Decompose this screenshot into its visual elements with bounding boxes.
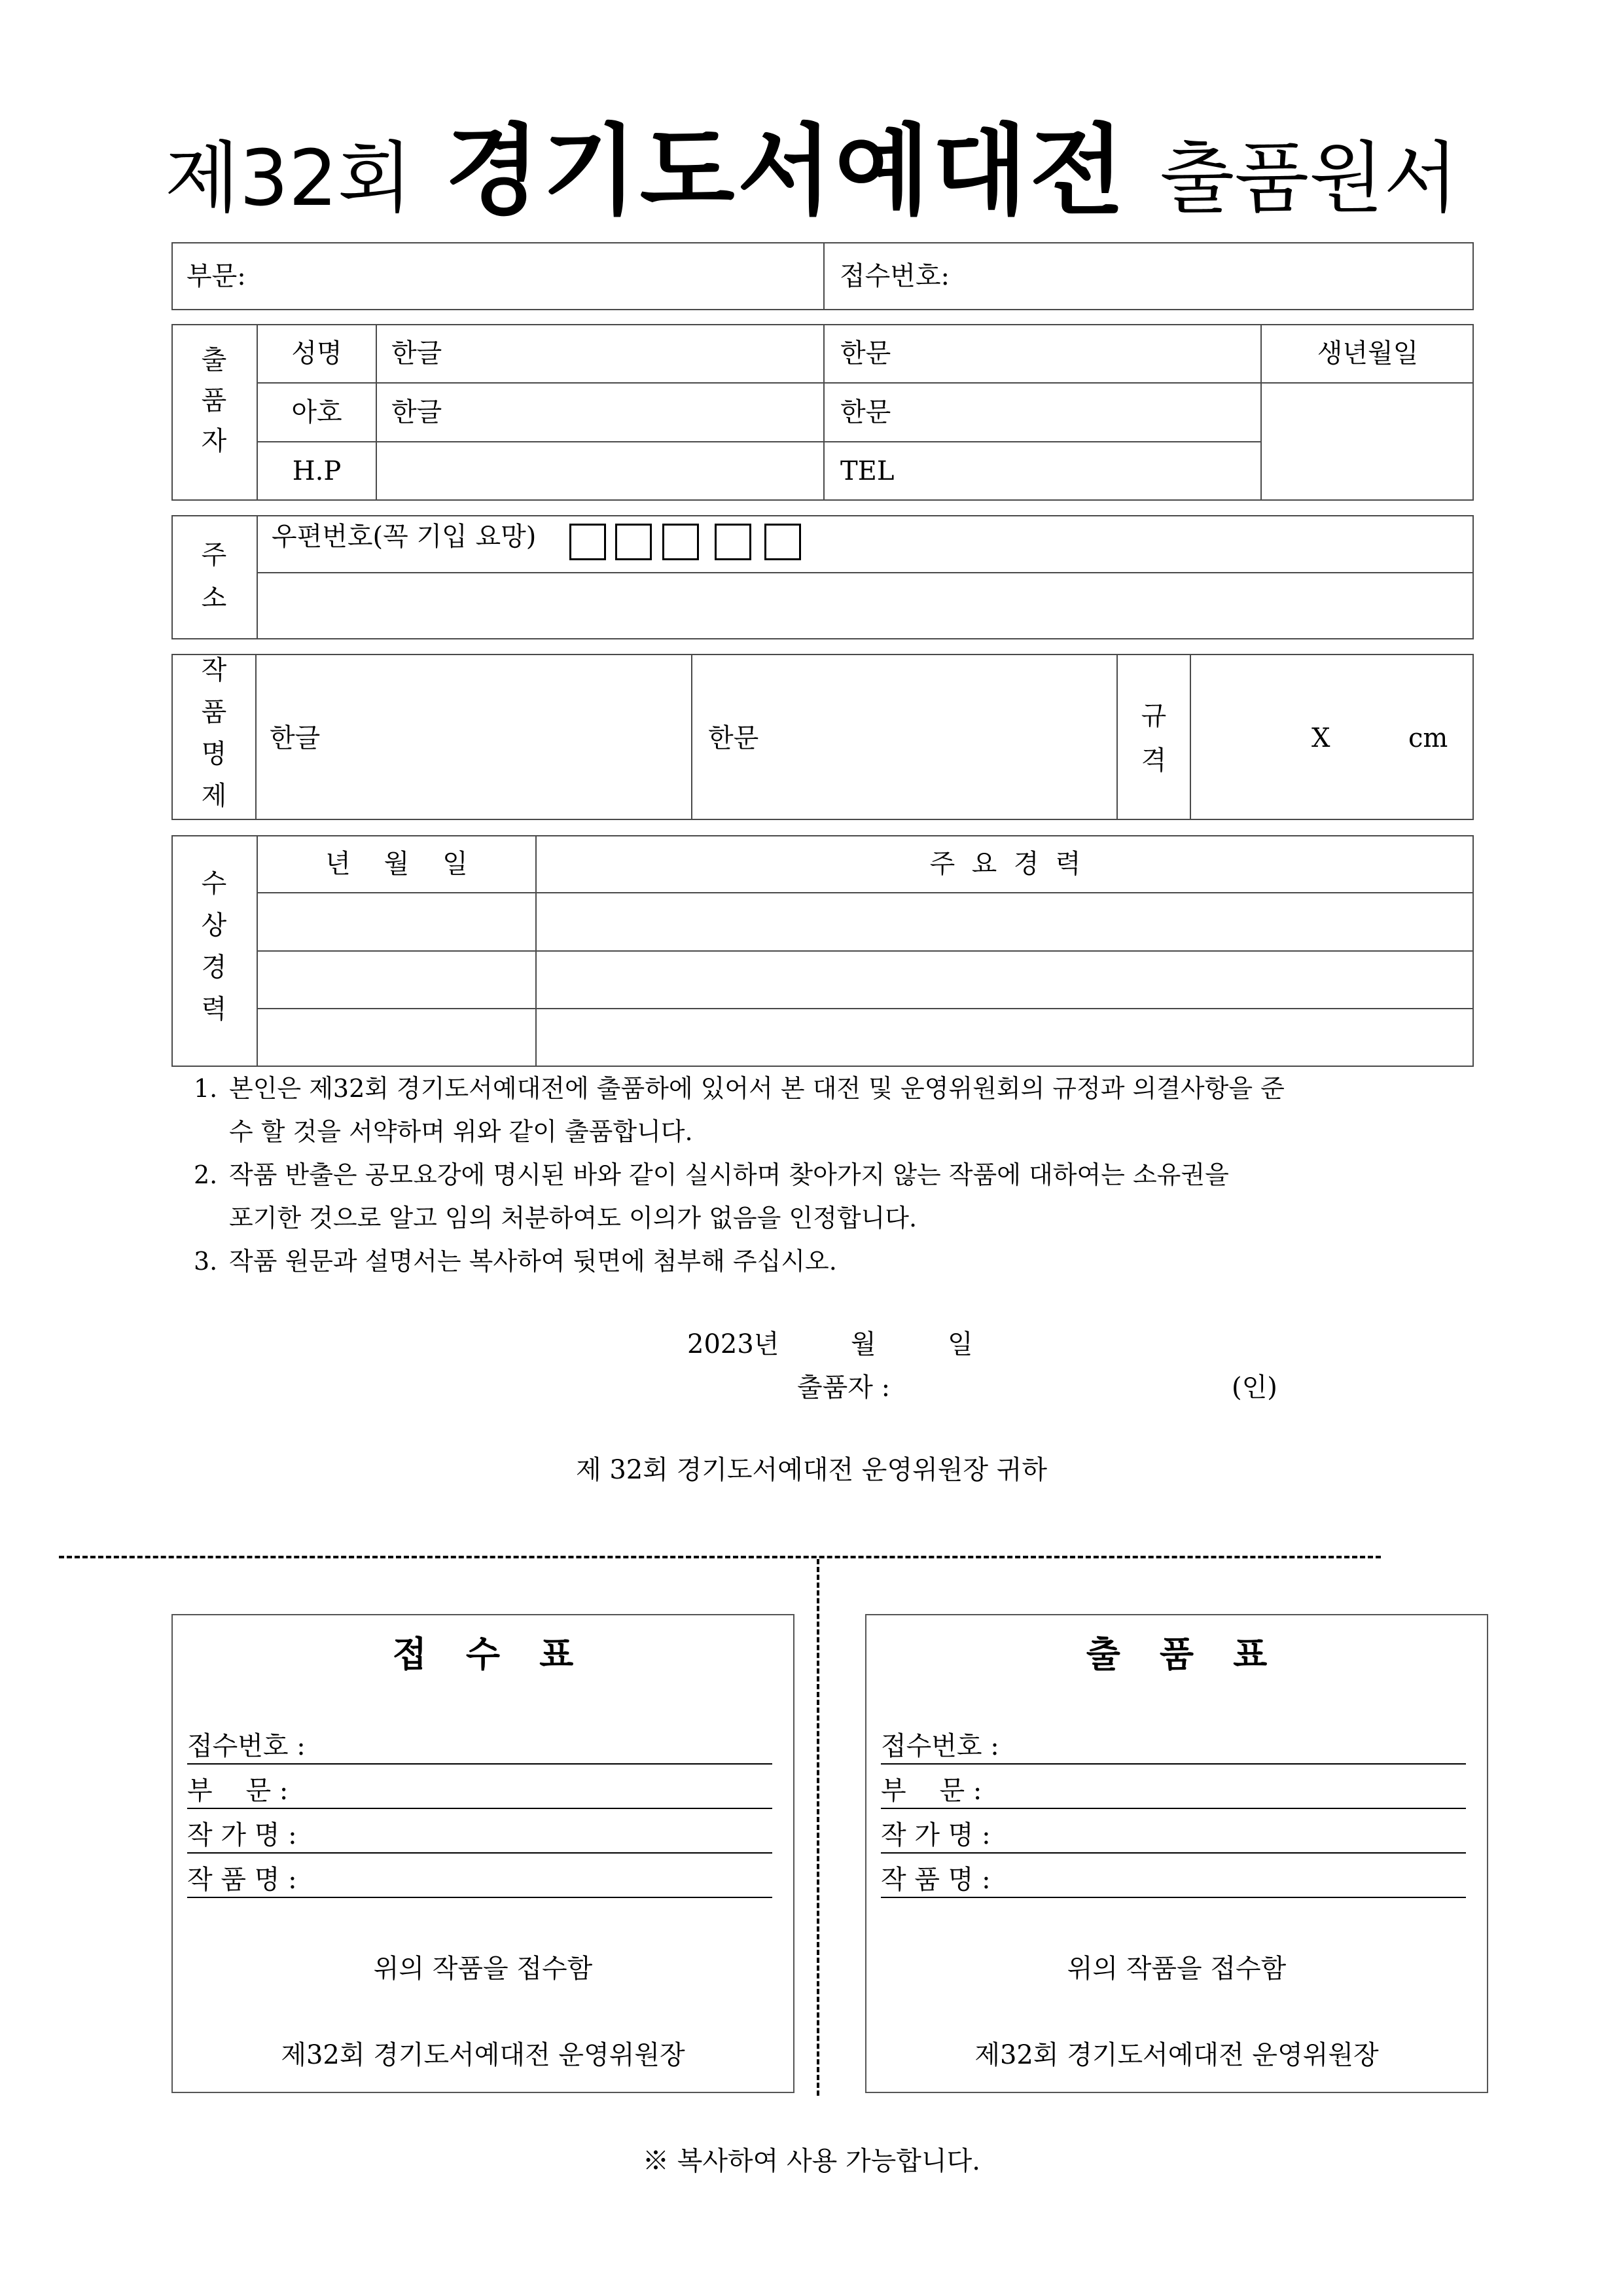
entry-field-artist-line[interactable] [881, 1852, 1466, 1854]
award-date-cell[interactable] [258, 952, 535, 1008]
title-main: 경기도서예대전 [444, 115, 1128, 228]
receipt-confirm: 위의 작품을 접수함 [373, 1954, 593, 1984]
receipt-field-division-line[interactable] [187, 1808, 772, 1809]
postal-digit-box[interactable] [715, 524, 751, 560]
entry-field-work-line[interactable] [881, 1897, 1466, 1898]
entry-field-number: 접수번호 : [881, 1731, 999, 1761]
work-title-hangul-field[interactable]: 한글 [270, 723, 321, 753]
receipt-ticket [171, 1614, 794, 2093]
entry-field-artist: 작 가 명 : [881, 1820, 991, 1850]
size-unit: cm [1408, 723, 1448, 753]
penname-hangul-field[interactable]: 한글 [391, 397, 442, 427]
note-3-line: 작품 원문과 설명서는 복사하여 뒷면에 첨부해 주십시오. [229, 1247, 837, 1276]
entry-field-division-line[interactable] [881, 1808, 1466, 1809]
award-date-header: 년 월 일 [325, 849, 468, 879]
signature-year: 2023년 [687, 1329, 779, 1359]
award-career-cell[interactable] [537, 893, 1472, 950]
receipt-issuer: 제32회 경기도서예대전 운영위원장 [281, 2040, 685, 2070]
signature-day: 일 [948, 1329, 973, 1359]
address-input[interactable] [258, 573, 1472, 638]
work-title-hanja-field[interactable]: 한문 [708, 723, 759, 753]
receipt-number-field[interactable]: 접수번호: [840, 261, 950, 291]
entry-field-work: 작 품 명 : [881, 1865, 991, 1895]
receipt-field-work: 작 품 명 : [187, 1865, 297, 1895]
address-section-label: 주 소 [201, 540, 227, 613]
phone-label: H.P [292, 456, 342, 486]
receipt-field-work-line[interactable] [187, 1897, 772, 1898]
title-prefix: 제32회 [164, 133, 412, 223]
note-1-line: 본인은 제32회 경기도서예대전에 출품하에 있어서 본 대전 및 운영위원회의 규정과 의결사항을 준 [229, 1074, 1285, 1103]
receipt-ticket-title: 접수표 [392, 1633, 613, 1675]
postal-digit-box[interactable] [615, 524, 652, 560]
entry-ticket-title: 출품표 [1086, 1633, 1307, 1675]
postal-digit-box[interactable] [764, 524, 801, 560]
size-label: 규 격 [1141, 701, 1167, 776]
penname-hanja-field[interactable]: 한문 [840, 397, 891, 427]
penname-label: 아호 [291, 397, 342, 427]
entry-field-number-line[interactable] [881, 1763, 1466, 1765]
receipt-field-artist: 작 가 명 : [187, 1820, 297, 1850]
name-hanja-field[interactable]: 한문 [840, 338, 891, 368]
applicant-section-label: 출 품 자 [201, 345, 227, 456]
footer-note: ※ 복사하여 사용 가능합니다. [643, 2146, 980, 2176]
size-x-marker[interactable]: X [1311, 723, 1330, 753]
postal-digit-box[interactable] [662, 524, 699, 560]
header-row-box [171, 242, 1474, 310]
awards-section-label: 수 상 경 력 [201, 869, 227, 1024]
tel-field[interactable]: TEL [840, 456, 895, 486]
note-2-line: 포기한 것으로 알고 임의 처분하여도 이의가 없음을 인정합니다. [229, 1204, 918, 1232]
entry-issuer: 제32회 경기도서예대전 운영위원장 [974, 2040, 1379, 2070]
work-title-section [171, 654, 1474, 820]
applicant-signature-field[interactable] [929, 1371, 1211, 1403]
note-2-line: 작품 반출은 공모요강에 명시된 바와 같이 실시하며 찾아가지 않는 작품에 대하여는 소유권을 [229, 1160, 1229, 1189]
birth-date-label: 생년월일 [1317, 338, 1419, 368]
note-3-number: 3. [194, 1247, 218, 1276]
entry-field-division: 부 문 : [881, 1776, 982, 1806]
title-suffix: 출품원서 [1160, 133, 1459, 223]
page-title [0, 92, 1623, 233]
award-date-cell[interactable] [258, 1009, 535, 1066]
postal-code-label: 우편번호(꼭 기입 요망) [272, 522, 537, 552]
note-2-number: 2. [194, 1160, 218, 1189]
work-title-section-label: 작 품 명 제 [201, 655, 227, 811]
seal-mark: (인) [1232, 1372, 1277, 1403]
note-1-number: 1. [194, 1074, 218, 1103]
entry-confirm: 위의 작품을 접수함 [1067, 1954, 1287, 1984]
applicant-signature-label: 출품자 : [797, 1372, 891, 1403]
addressee: 제 32회 경기도서예대전 운영위원장 귀하 [576, 1455, 1047, 1485]
postal-digit-box[interactable] [569, 524, 606, 560]
signature-month: 월 [851, 1329, 876, 1359]
receipt-field-artist-line[interactable] [187, 1852, 772, 1854]
award-career-cell[interactable] [537, 1009, 1472, 1066]
award-date-cell[interactable] [258, 893, 535, 950]
award-career-cell[interactable] [537, 952, 1472, 1008]
note-1-line: 수 할 것을 서약하며 위와 같이 출품합니다. [229, 1117, 693, 1146]
name-label: 성명 [291, 338, 342, 368]
award-career-header: 주 요 경 력 [929, 849, 1081, 879]
name-hangul-field[interactable]: 한글 [391, 338, 442, 368]
cut-line-horizontal [59, 1556, 1381, 1558]
receipt-field-number: 접수번호 : [187, 1731, 306, 1761]
receipt-field-number-line[interactable] [187, 1763, 772, 1765]
division-field[interactable]: 부문: [187, 261, 246, 291]
receipt-field-division: 부 문 : [187, 1776, 289, 1806]
entry-ticket [865, 1614, 1488, 2093]
